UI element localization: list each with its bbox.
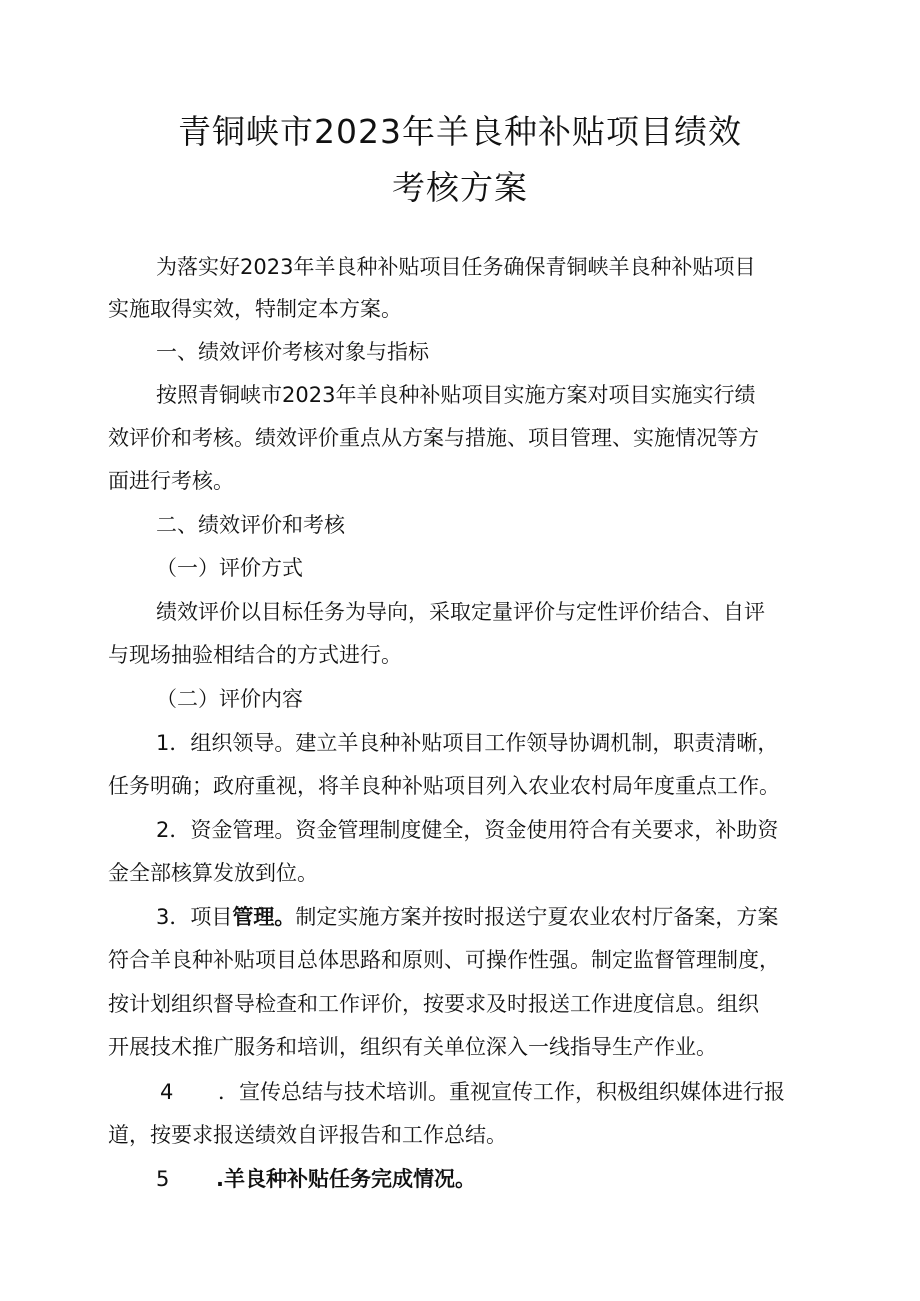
item-3-bold-term: 管理。	[232, 905, 296, 929]
item-3-line-4: 开展技术推广服务和培训，组织有关单位深入一线指导生产作业。	[108, 1035, 717, 1059]
subsection-1-paragraph-line-2: 与现场抽验相结合的方式进行。	[108, 643, 402, 667]
item-3-rest: 制定实施方案并按时报送宁夏农业农村厅备案，方案	[295, 905, 779, 929]
item-4-line-2: 道，按要求报送绩效自评报告和工作总结。	[108, 1123, 507, 1147]
item-1-line-1: 1．组织领导。建立羊良种补贴项目工作领导协调机制，职责清晰，	[156, 731, 779, 755]
item-1-line-2: 任务明确；政府重视，将羊良种补贴项目列入农业农村局年度重点工作。	[108, 774, 780, 798]
intro-paragraph-line-2: 实施取得实效，特制定本方案。	[108, 297, 402, 321]
section-1-paragraph-line-3: 面进行考核。	[108, 469, 234, 493]
subsection-1-paragraph-line-1: 绩效评价以目标任务为导向，采取定量评价与定性评价结合、自评	[156, 600, 765, 624]
section-1-paragraph-line-1: 按照青铜峡市2023年羊良种补贴项目实施方案对项目实施实行绩	[156, 383, 756, 407]
section-1-heading: 一、绩效评价考核对象与指标	[156, 340, 429, 364]
section-1-paragraph-line-2: 效评价和考核。绩效评价重点从方案与措施、项目管理、实施情况等方	[108, 426, 759, 450]
document-title-line-2: 考核方案	[392, 168, 528, 207]
item-5-heading: .羊良种补贴任务完成情况。	[216, 1167, 476, 1191]
section-2-heading: 二、绩效评价和考核	[156, 513, 345, 537]
item-4-number: 4	[160, 1080, 174, 1104]
intro-paragraph-line-1: 为落实好2023年羊良种补贴项目任务确保青铜峡羊良种补贴项目	[156, 255, 756, 279]
subsection-1-heading: （一）评价方式	[156, 556, 303, 580]
item-3-line-3: 按计划组织督导检查和工作评价，按要求及时报送工作进度信息。组织	[108, 992, 759, 1016]
document-title-line-1: 青铜峡市2023年羊良种补贴项目绩效	[178, 112, 742, 151]
item-2-line-1: 2．资金管理。资金管理制度健全，资金使用符合有关要求，补助资	[156, 818, 779, 842]
subsection-2-heading: （二）评价内容	[156, 687, 303, 711]
item-3-prefix: 3．项目	[156, 905, 233, 929]
item-3-line-1	[156, 902, 778, 932]
item-5-number: 5	[156, 1167, 170, 1191]
item-3-line-2: 符合羊良种补贴项目总体思路和原则、可操作性强。制定监督管理制度，	[108, 948, 780, 972]
item-2-line-2: 金全部核算发放到位。	[108, 861, 318, 885]
item-4-line-1: ．宣传总结与技术培训。重视宣传工作，积极组织媒体进行报	[218, 1080, 785, 1104]
